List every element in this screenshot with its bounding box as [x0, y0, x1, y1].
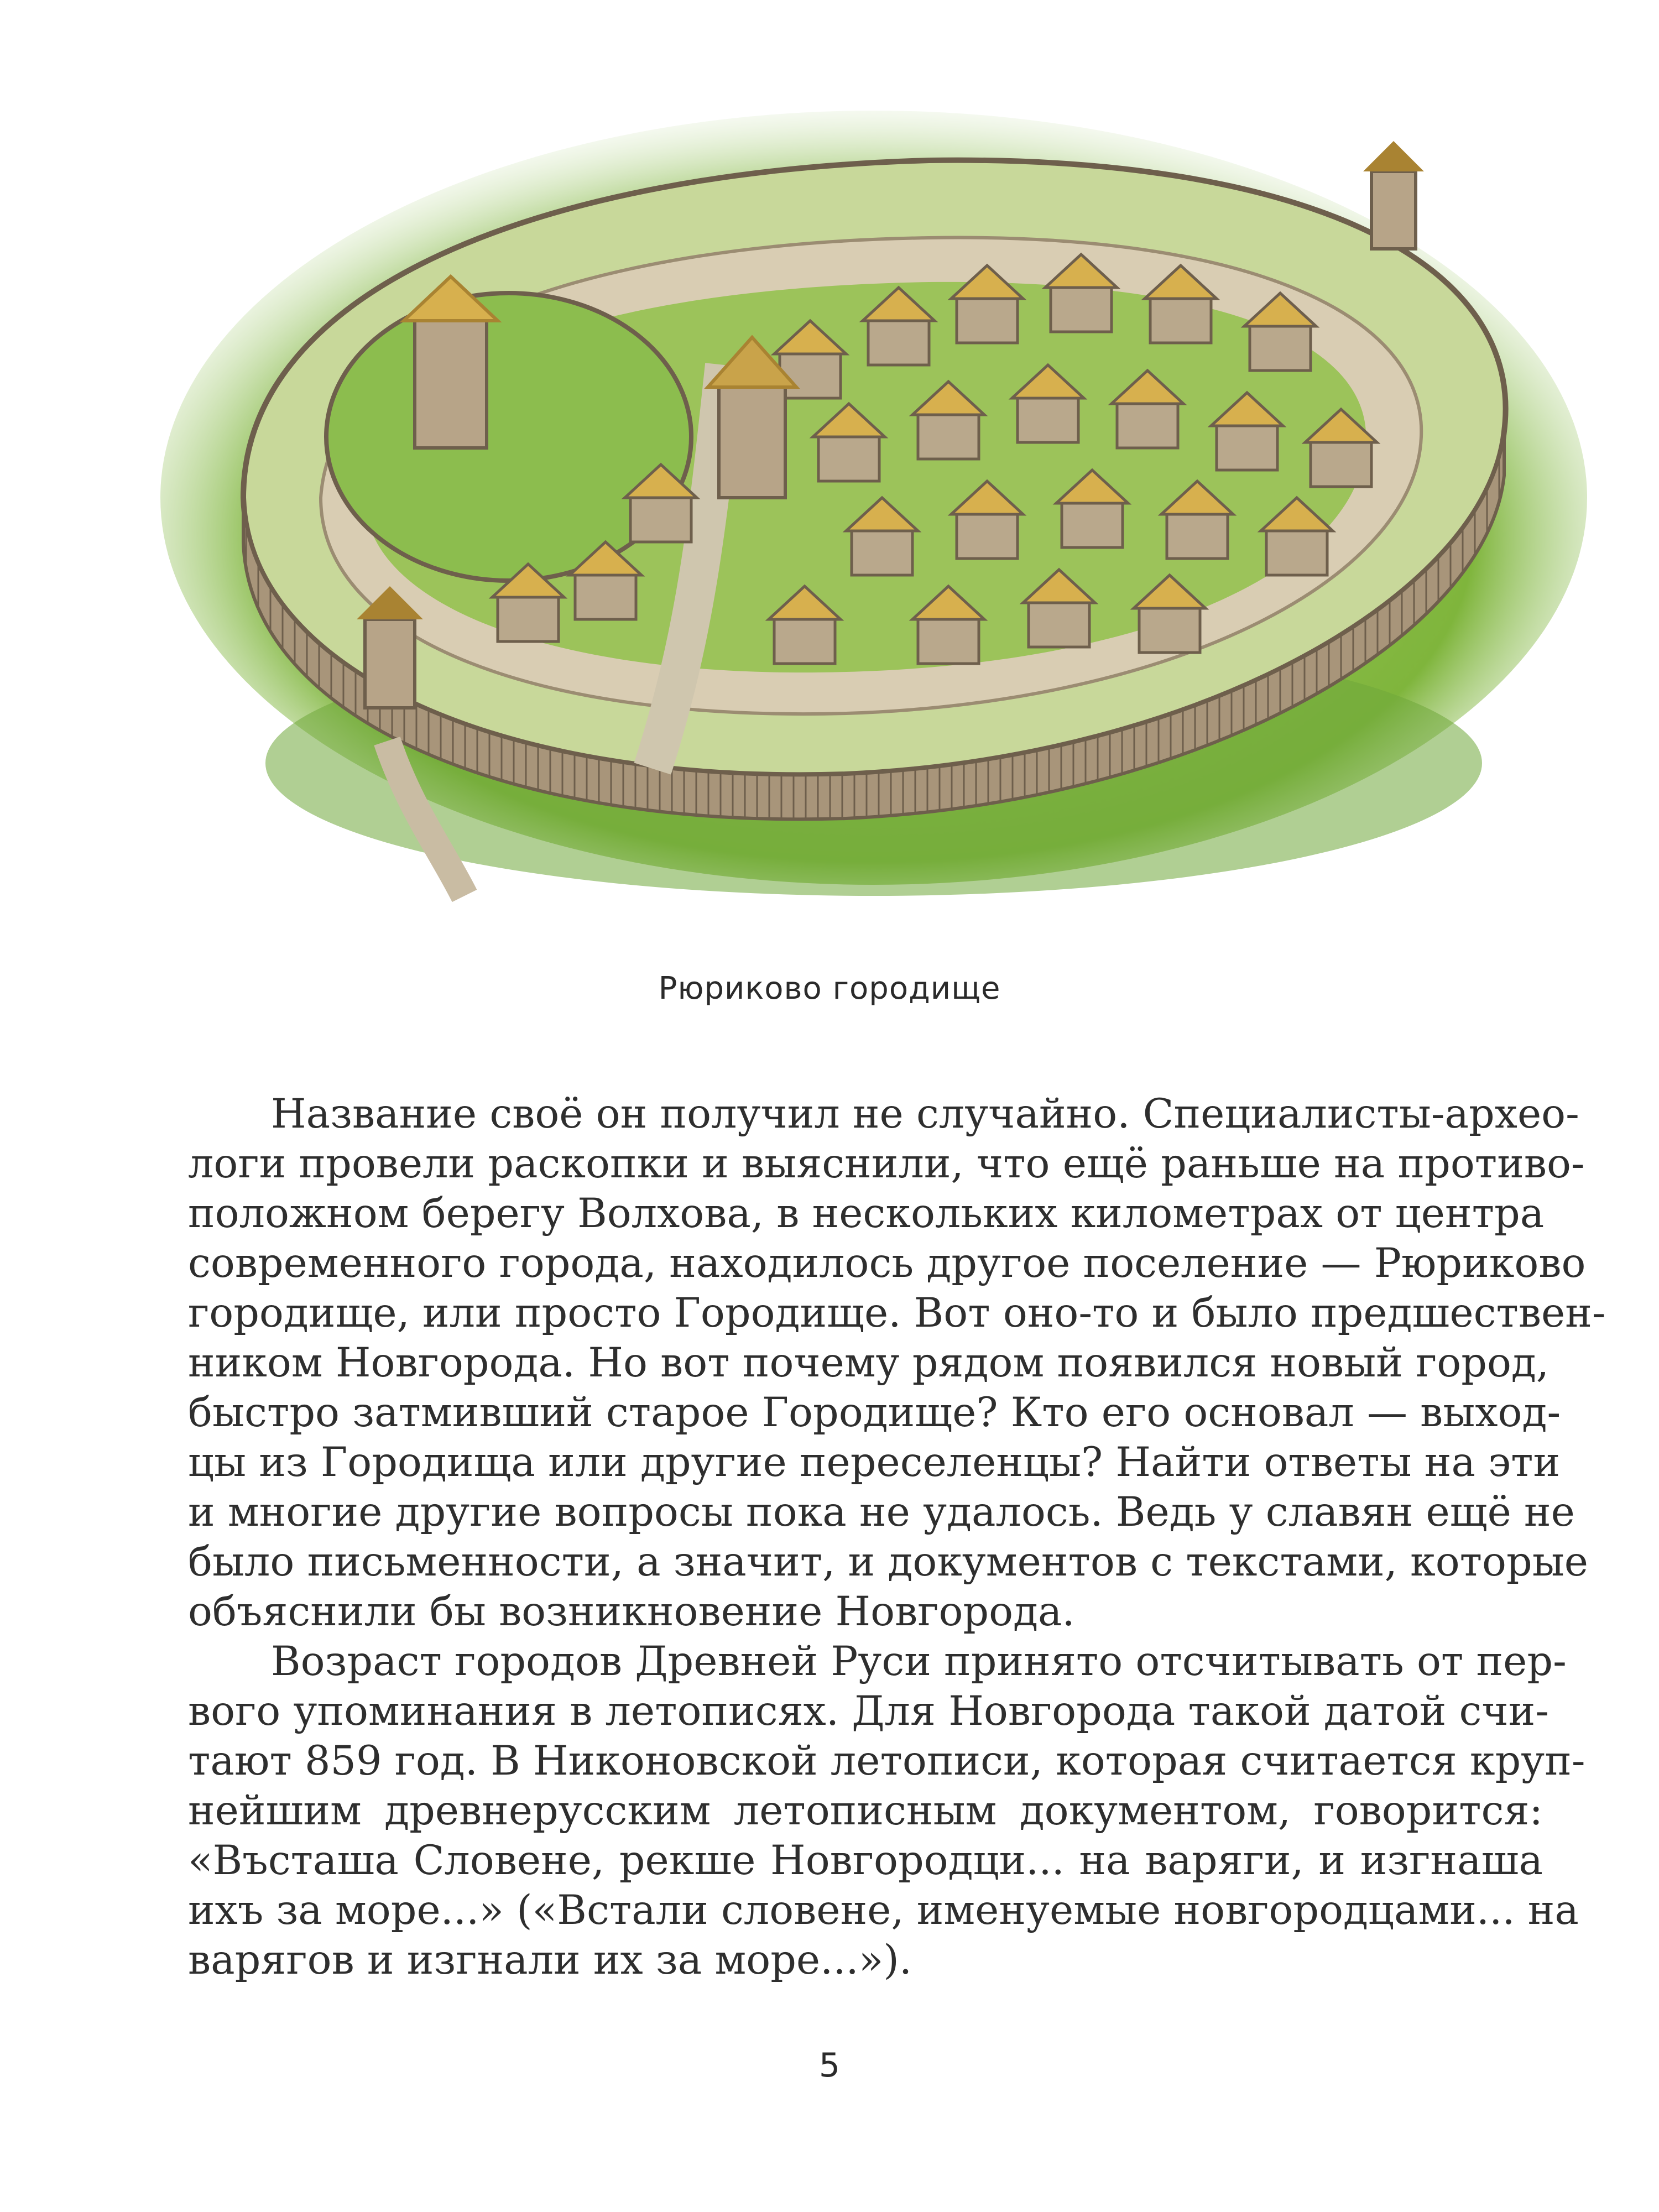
text-line: быстро затмивший старое Городище? Кто его основал — выход- [188, 1389, 1561, 1436]
settlement-illustration [155, 77, 1593, 907]
text-line: нейшим древнерусским летописным документом, говорится: [188, 1787, 1543, 1834]
text-line: городище, или просто Городище. Вот оно-то и было предшествен- [188, 1290, 1606, 1337]
text-line: Возраст городов Древней Руси принято отсчитывать от пер- [271, 1638, 1567, 1685]
paragraph-2 [188, 1637, 1585, 1985]
text-line: тают 859 год. В Никоновской летописи, которая считается круп- [188, 1738, 1585, 1785]
text-line: варягов и изгнали их за море...»). [188, 1937, 912, 1984]
text-line: логи провели раскопки и выяснили, что ещё раньше на противо- [188, 1140, 1585, 1187]
paragraph-1 [188, 1089, 1606, 1637]
text-line: ником Новгорода. Но вот почему рядом появился новый город, [188, 1339, 1550, 1386]
text-line: и многие другие вопросы пока не удалось. Ведь у славян ещё не [188, 1489, 1575, 1536]
text-line: «Въсташа Словене, рекше Новгородци... на варяги, и изгнаша [188, 1837, 1543, 1884]
page-number: 5 [818, 2046, 841, 2085]
text-line: Название своё он получил не случайно. Специалисты-архео- [271, 1091, 1579, 1138]
text-line: современного города, находилось другое поселение — Рюриково [188, 1240, 1586, 1287]
text-line: положном берегу Волхова, в нескольких километрах от центра [188, 1190, 1545, 1237]
text-line: было письменности, а значит, и документов с текстами, которые [188, 1538, 1589, 1585]
body-text [188, 1089, 1606, 1985]
text-line: цы из Городища или другие переселенцы? Найти ответы на эти [188, 1439, 1561, 1486]
figure-caption: Рюриково городище [658, 971, 1001, 1006]
text-line: объяснили бы возникновение Новгорода. [188, 1588, 1075, 1635]
text-line: вого упоминания в летописях. Для Новгорода такой датой счи- [188, 1688, 1549, 1735]
text-line: ихъ за море...» («Встали словене, именуемые новгородцами... на [188, 1887, 1579, 1934]
